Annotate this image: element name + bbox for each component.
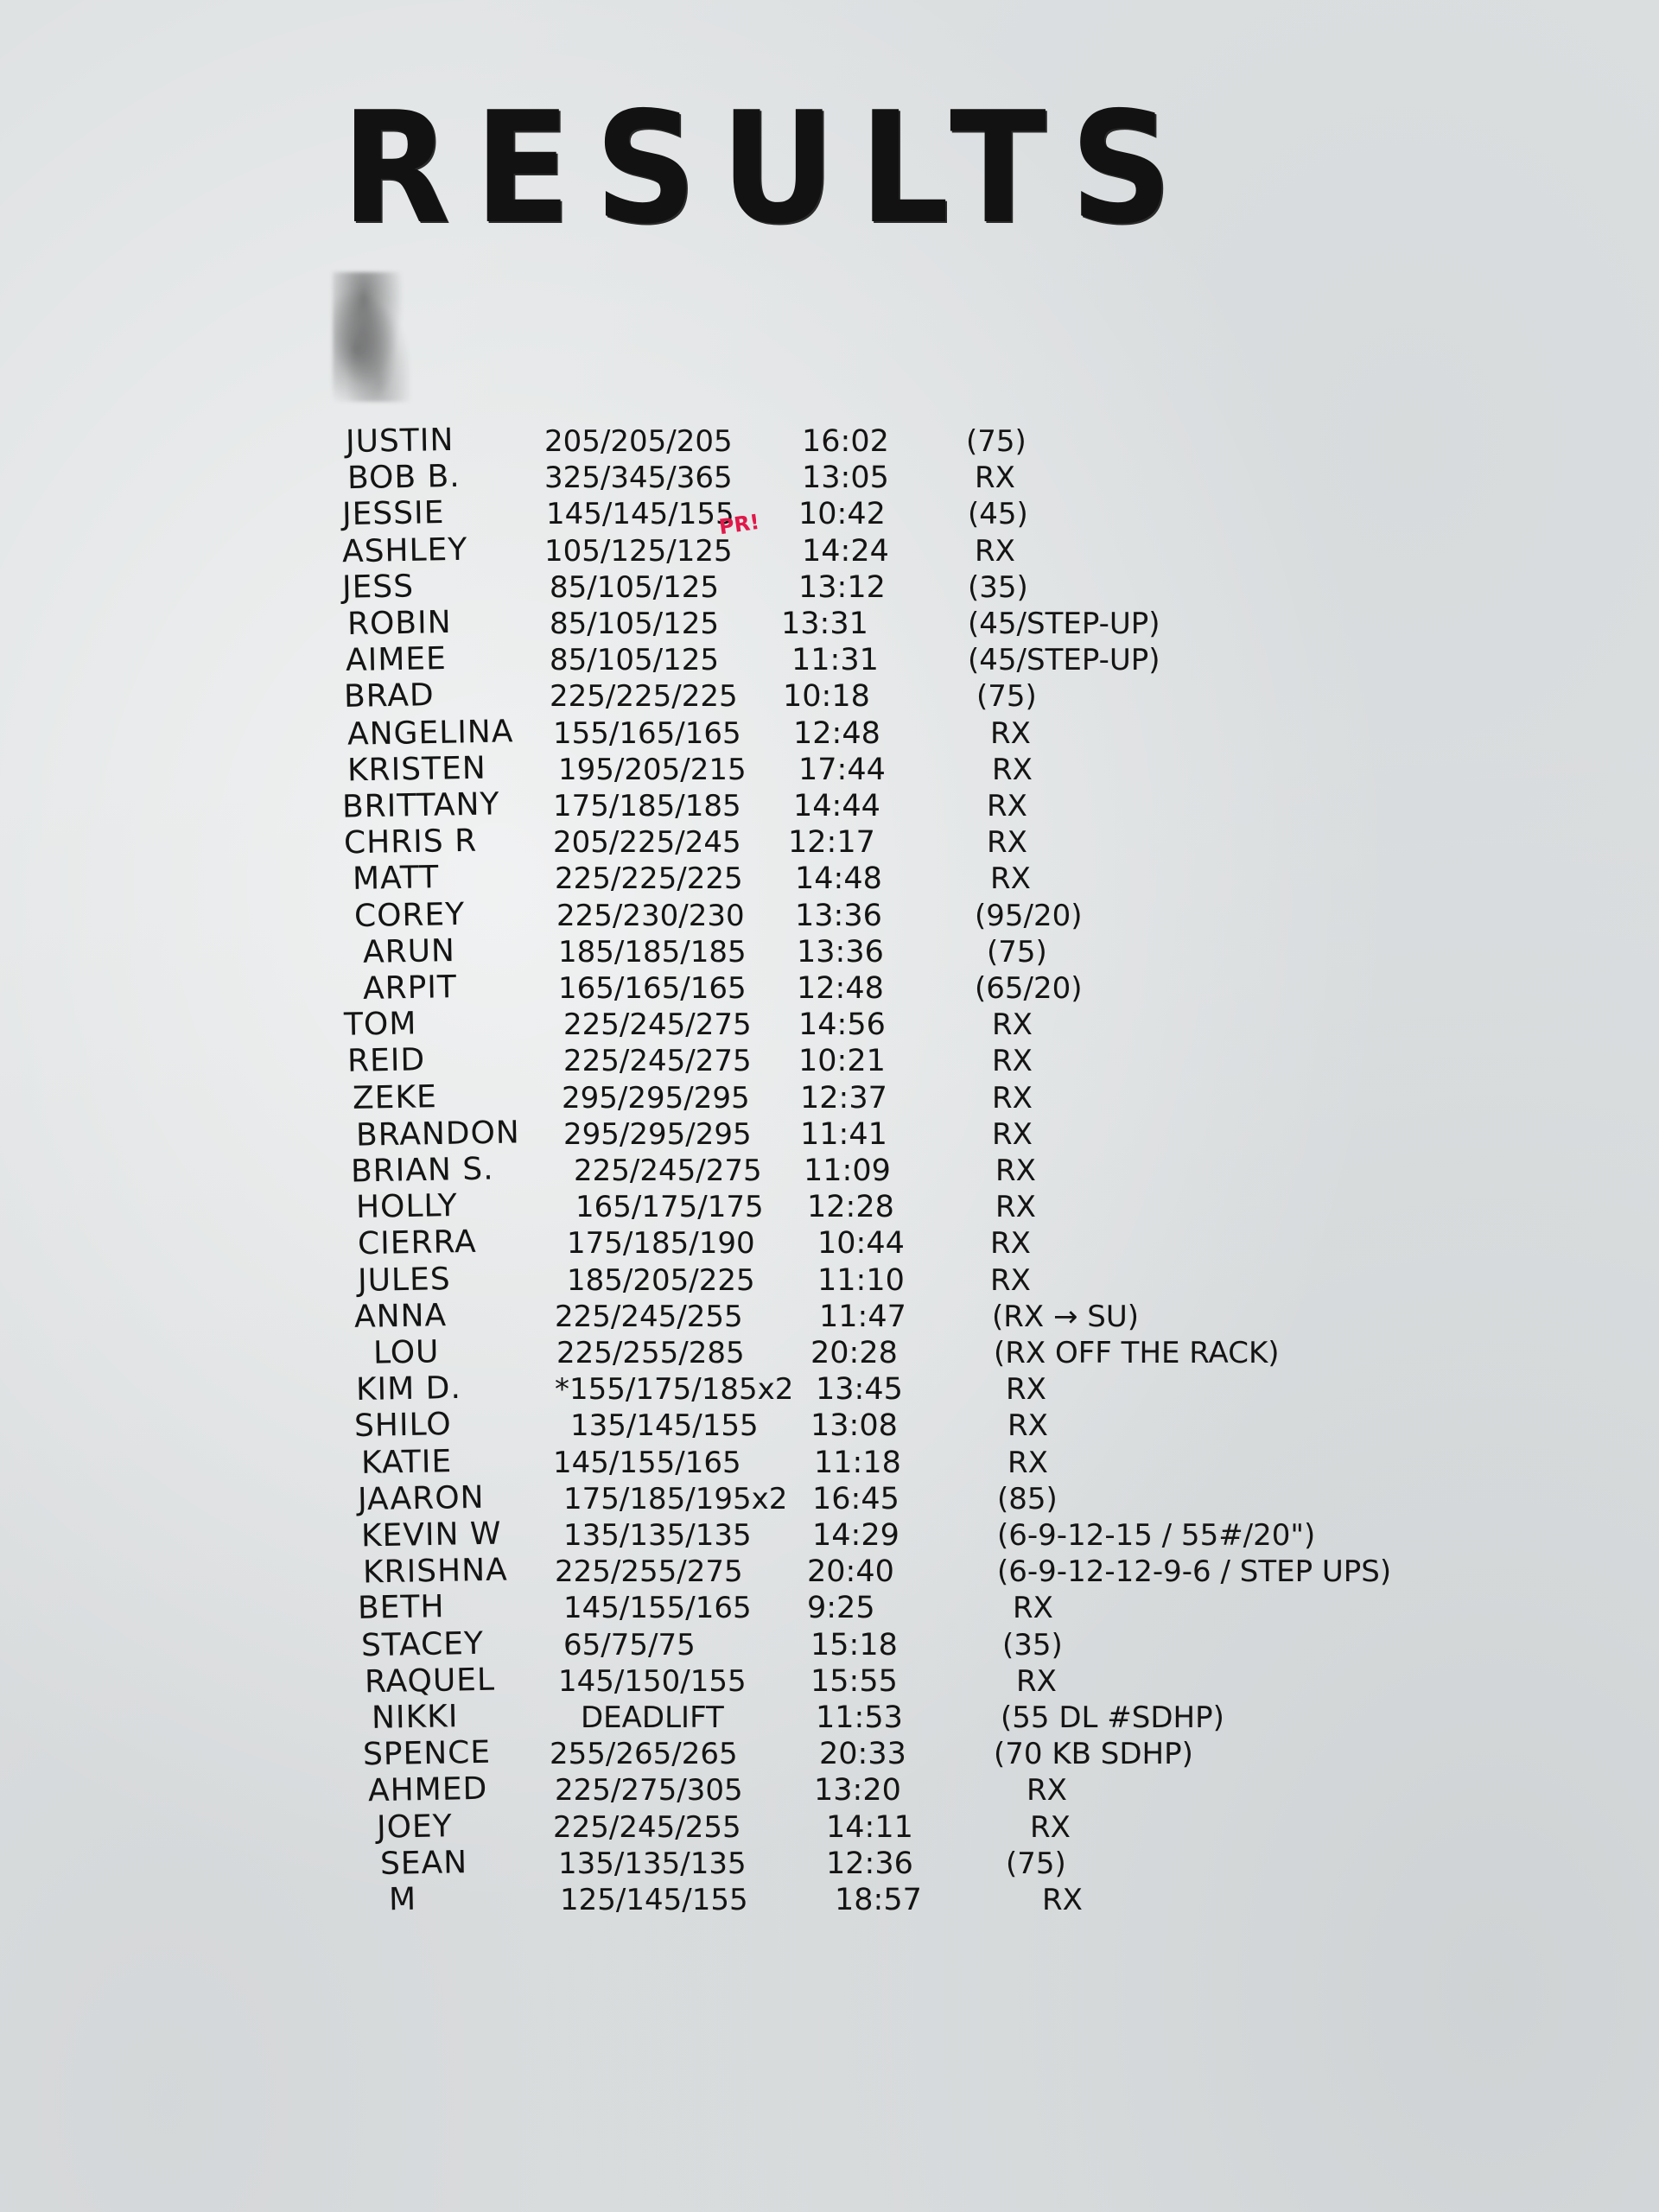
athlete-name: REID [346, 1042, 426, 1080]
athlete-name: KATIE [360, 1443, 453, 1481]
finish-time: 10:44 [817, 1226, 905, 1262]
result-row [0, 458, 1659, 498]
scaling-note: RX [990, 715, 1031, 751]
athlete-name: BRAD [343, 677, 435, 715]
lift-weights: 205/205/205 [544, 424, 733, 459]
athlete-name: RAQUEL [364, 1662, 496, 1700]
scaling-note: (75) [1006, 1846, 1066, 1881]
result-row [0, 1005, 1659, 1045]
scaling-note: (45/STEP-UP) [968, 643, 1160, 678]
athlete-name: AIMEE [345, 641, 448, 679]
lift-weights: 195/205/215 [558, 752, 747, 787]
lift-weights: 145/155/165 [563, 1591, 752, 1626]
finish-time: 11:09 [804, 1154, 891, 1188]
scaling-note: (45) [968, 497, 1028, 532]
result-row [0, 1041, 1659, 1081]
athlete-name: SEAN [379, 1844, 468, 1882]
lift-weights: 65/75/75 [563, 1627, 696, 1662]
result-row [0, 1406, 1659, 1446]
athlete-name: LOU [372, 1334, 440, 1371]
finish-time: 12:37 [800, 1080, 887, 1116]
result-row [0, 1844, 1659, 1884]
athlete-name: ANNA [353, 1297, 448, 1335]
athlete-name: ARPIT [362, 969, 458, 1007]
scaling-note: RX [1016, 1663, 1057, 1699]
result-row [0, 1151, 1659, 1191]
lift-weights: 295/295/295 [563, 1116, 752, 1152]
finish-time: 13:12 [798, 569, 886, 605]
result-row [0, 1479, 1659, 1519]
athlete-name: COREY [353, 896, 466, 934]
lift-weights: 145/155/165 [553, 1445, 741, 1480]
result-row [0, 1516, 1659, 1555]
finish-time: 10:21 [798, 1044, 886, 1079]
athlete-name: TOM [343, 1006, 417, 1043]
finish-time: 18:57 [835, 1883, 922, 1917]
lift-weights: DEADLIFT [581, 1700, 724, 1735]
finish-time: 13:36 [797, 934, 884, 969]
finish-time: 15:18 [810, 1627, 898, 1662]
result-row [0, 640, 1659, 680]
lift-weights: 145/145/155 [546, 497, 734, 532]
lift-weights: 295/295/295 [562, 1080, 750, 1116]
finish-time: 16:02 [802, 424, 889, 459]
athlete-name: ASHLEY [341, 531, 468, 569]
lift-weights: 175/185/190 [567, 1226, 755, 1262]
finish-time: 12:17 [788, 825, 875, 861]
athlete-name: HOLLY [355, 1188, 459, 1226]
athlete-name: JOEY [376, 1808, 454, 1846]
result-row [0, 1187, 1659, 1227]
scaling-note: RX [987, 789, 1027, 823]
lift-weights: 225/225/225 [555, 861, 743, 897]
result-row [0, 1698, 1659, 1738]
result-row [0, 568, 1659, 607]
lift-weights: 225/225/225 [550, 679, 738, 715]
scaling-note: (75) [976, 679, 1037, 715]
finish-time: 10:18 [783, 679, 870, 715]
scaling-note: RX [975, 533, 1015, 569]
lift-weights: 225/255/275 [555, 1554, 743, 1590]
lift-weights: 225/245/255 [555, 1299, 743, 1334]
scaling-note: (6-9-12-15 / 55#/20") [997, 1518, 1316, 1553]
athlete-name: MATT [352, 860, 440, 898]
scaling-note: RX [992, 1007, 1033, 1043]
scaling-note: RX [975, 461, 1015, 496]
finish-time: 20:28 [810, 1336, 898, 1370]
finish-time: 13:08 [810, 1408, 898, 1444]
lift-weights: 175/185/185 [553, 789, 741, 823]
lift-weights: 205/225/245 [553, 825, 741, 861]
finish-time: 14:56 [798, 1007, 886, 1043]
result-row [0, 677, 1659, 716]
result-row [0, 1370, 1659, 1409]
result-row [0, 932, 1659, 972]
result-row [0, 714, 1659, 753]
scaling-note: RX [1007, 1408, 1048, 1444]
pr-mark: PR! [717, 509, 761, 540]
finish-time: 13:36 [795, 898, 882, 933]
result-row [0, 422, 1659, 461]
result-row [0, 1297, 1659, 1337]
scaling-note: (35) [1002, 1627, 1063, 1662]
athlete-name: NIKKI [371, 1699, 459, 1736]
scaling-note: RX [1027, 1773, 1067, 1808]
athlete-name: AHMED [367, 1771, 488, 1809]
scaling-note: RX [992, 1116, 1033, 1152]
athlete-name: JAARON [357, 1479, 485, 1518]
scaling-note: RX [1013, 1591, 1053, 1626]
results-title: RESULTS [341, 79, 1196, 257]
scaling-note: RX [1007, 1445, 1048, 1480]
result-row [0, 1734, 1659, 1774]
lift-weights: 255/265/265 [550, 1737, 738, 1772]
athlete-name: ARUN [362, 932, 456, 970]
lift-weights: 225/275/305 [555, 1773, 743, 1808]
athlete-name: SPENCE [362, 1734, 492, 1773]
finish-time: 11:18 [814, 1445, 901, 1480]
lift-weights: 185/205/225 [567, 1262, 755, 1298]
marker-smudge [333, 272, 410, 402]
finish-time: 12:48 [793, 715, 880, 751]
lift-weights: 135/145/155 [570, 1408, 759, 1444]
scaling-note: (95/20) [975, 898, 1083, 933]
scaling-note: (85) [997, 1481, 1058, 1516]
result-row [0, 896, 1659, 936]
athlete-name: BRIAN S. [350, 1151, 494, 1190]
finish-time: 11:31 [791, 643, 879, 678]
athlete-name: BOB B. [346, 459, 461, 497]
finish-time: 13:45 [816, 1372, 903, 1408]
scaling-note: RX [987, 825, 1027, 861]
lift-weights: 175/185/195x2 [563, 1481, 788, 1516]
scaling-note: RX [990, 1262, 1031, 1298]
athlete-name: JESS [341, 569, 415, 606]
lift-weights: 85/105/125 [550, 569, 719, 605]
scaling-note: (55 DL #SDHP) [1001, 1700, 1224, 1735]
athlete-name: KIM D. [355, 1370, 462, 1408]
scaling-note: RX [995, 1154, 1036, 1188]
finish-time: 13:20 [814, 1773, 901, 1808]
lift-weights: 225/245/275 [563, 1007, 752, 1043]
athlete-name: STACEY [360, 1625, 485, 1663]
scaling-note: (45/STEP-UP) [968, 607, 1160, 641]
result-row [0, 969, 1659, 1008]
lift-weights: 125/145/155 [560, 1883, 748, 1917]
scaling-note: RX [1042, 1883, 1083, 1917]
result-row [0, 1552, 1659, 1592]
finish-time: 11:53 [816, 1700, 903, 1735]
result-row [0, 604, 1659, 644]
scaling-note: RX [1030, 1809, 1071, 1845]
lift-weights: 145/150/155 [558, 1663, 747, 1699]
finish-time: 12:28 [807, 1190, 894, 1225]
lift-weights: 225/230/230 [556, 898, 745, 933]
result-row [0, 1078, 1659, 1118]
athlete-name: KRISTEN [346, 750, 487, 789]
scaling-note: (RX OFF THE RACK) [994, 1336, 1280, 1370]
scaling-note: RX [995, 1190, 1036, 1225]
finish-time: 13:05 [802, 461, 889, 496]
lift-weights: 155/165/165 [553, 715, 741, 751]
finish-time: 14:24 [802, 533, 889, 569]
result-row [0, 1115, 1659, 1154]
athlete-name: CIERRA [357, 1224, 478, 1262]
athlete-name: BRANDON [355, 1115, 521, 1154]
result-row [0, 1625, 1659, 1665]
finish-time: 13:31 [781, 607, 868, 641]
finish-time: 9:25 [807, 1591, 875, 1626]
scaling-note: RX [1006, 1372, 1046, 1408]
scaling-note: RX [992, 1044, 1033, 1079]
lift-weights: 185/185/185 [558, 934, 747, 969]
scaling-note: RX [992, 752, 1033, 787]
athlete-name: M [388, 1881, 417, 1918]
result-row [0, 1224, 1659, 1263]
athlete-name: ZEKE [352, 1078, 438, 1116]
finish-time: 16:45 [812, 1481, 899, 1516]
result-row [0, 1880, 1659, 1920]
athlete-name: ROBIN [346, 604, 452, 643]
lift-weights: *155/175/185x2 [555, 1372, 794, 1408]
athlete-name: JUSTIN [345, 422, 454, 461]
finish-time: 10:42 [798, 497, 886, 532]
finish-time: 14:44 [793, 789, 880, 823]
result-row [0, 1662, 1659, 1701]
lift-weights: 225/245/275 [563, 1044, 752, 1079]
scaling-note: (70 KB SDHP) [994, 1737, 1193, 1772]
scaling-note: RX [992, 1080, 1033, 1116]
athlete-name: JESSIE [341, 495, 445, 533]
result-row [0, 1333, 1659, 1373]
finish-time: 20:33 [819, 1737, 906, 1772]
finish-time: 14:48 [795, 861, 882, 897]
result-row [0, 1808, 1659, 1847]
result-row [0, 786, 1659, 826]
finish-time: 14:11 [826, 1809, 913, 1845]
finish-time: 11:10 [817, 1262, 905, 1298]
athlete-name: BRITTANY [341, 786, 500, 825]
scaling-note: RX [990, 1226, 1031, 1262]
scaling-note: (6-9-12-12-9-6 / STEP UPS) [997, 1554, 1392, 1590]
result-row [0, 494, 1659, 534]
result-row [0, 1588, 1659, 1628]
finish-time: 15:55 [810, 1663, 898, 1699]
lift-weights: 85/105/125 [550, 607, 719, 641]
finish-time: 20:40 [807, 1554, 894, 1590]
lift-weights: 225/245/275 [574, 1154, 762, 1188]
scaling-note: (75) [987, 934, 1047, 969]
result-row [0, 750, 1659, 790]
scaling-note: (65/20) [975, 971, 1083, 1006]
athlete-name: SHILO [353, 1407, 452, 1445]
lift-weights: 325/345/365 [544, 461, 733, 496]
scaling-note: (RX → SU) [992, 1299, 1140, 1334]
finish-time: 17:44 [798, 752, 886, 787]
athlete-name: ANGELINA [346, 713, 514, 753]
result-row [0, 823, 1659, 862]
lift-weights: 225/255/285 [556, 1336, 745, 1370]
result-row [0, 1261, 1659, 1300]
finish-time: 12:36 [826, 1846, 913, 1881]
athlete-name: CHRIS R [343, 823, 478, 861]
scaling-note: RX [990, 861, 1031, 897]
lift-weights: 105/125/125 [544, 533, 733, 569]
athlete-name: JULES [357, 1261, 451, 1299]
lift-weights: 225/245/255 [553, 1809, 741, 1845]
lift-weights: 135/135/135 [558, 1846, 747, 1881]
lift-weights: 85/105/125 [550, 643, 719, 678]
result-row [0, 859, 1659, 899]
scaling-note: (35) [968, 569, 1028, 605]
lift-weights: 165/175/175 [575, 1190, 764, 1225]
lift-weights: 165/165/165 [558, 971, 747, 1006]
athlete-name: KEVIN W [360, 1516, 502, 1554]
finish-time: 12:48 [797, 971, 884, 1006]
athlete-name: BETH [357, 1589, 445, 1627]
finish-time: 11:41 [800, 1116, 887, 1152]
result-row [0, 1443, 1659, 1483]
scaling-note: (75) [966, 424, 1027, 459]
result-row [0, 531, 1659, 571]
lift-weights: 135/135/135 [563, 1518, 752, 1553]
athlete-name: KRISHNA [362, 1552, 509, 1591]
result-row [0, 1770, 1659, 1810]
finish-time: 14:29 [812, 1518, 899, 1553]
finish-time: 11:47 [819, 1299, 906, 1334]
